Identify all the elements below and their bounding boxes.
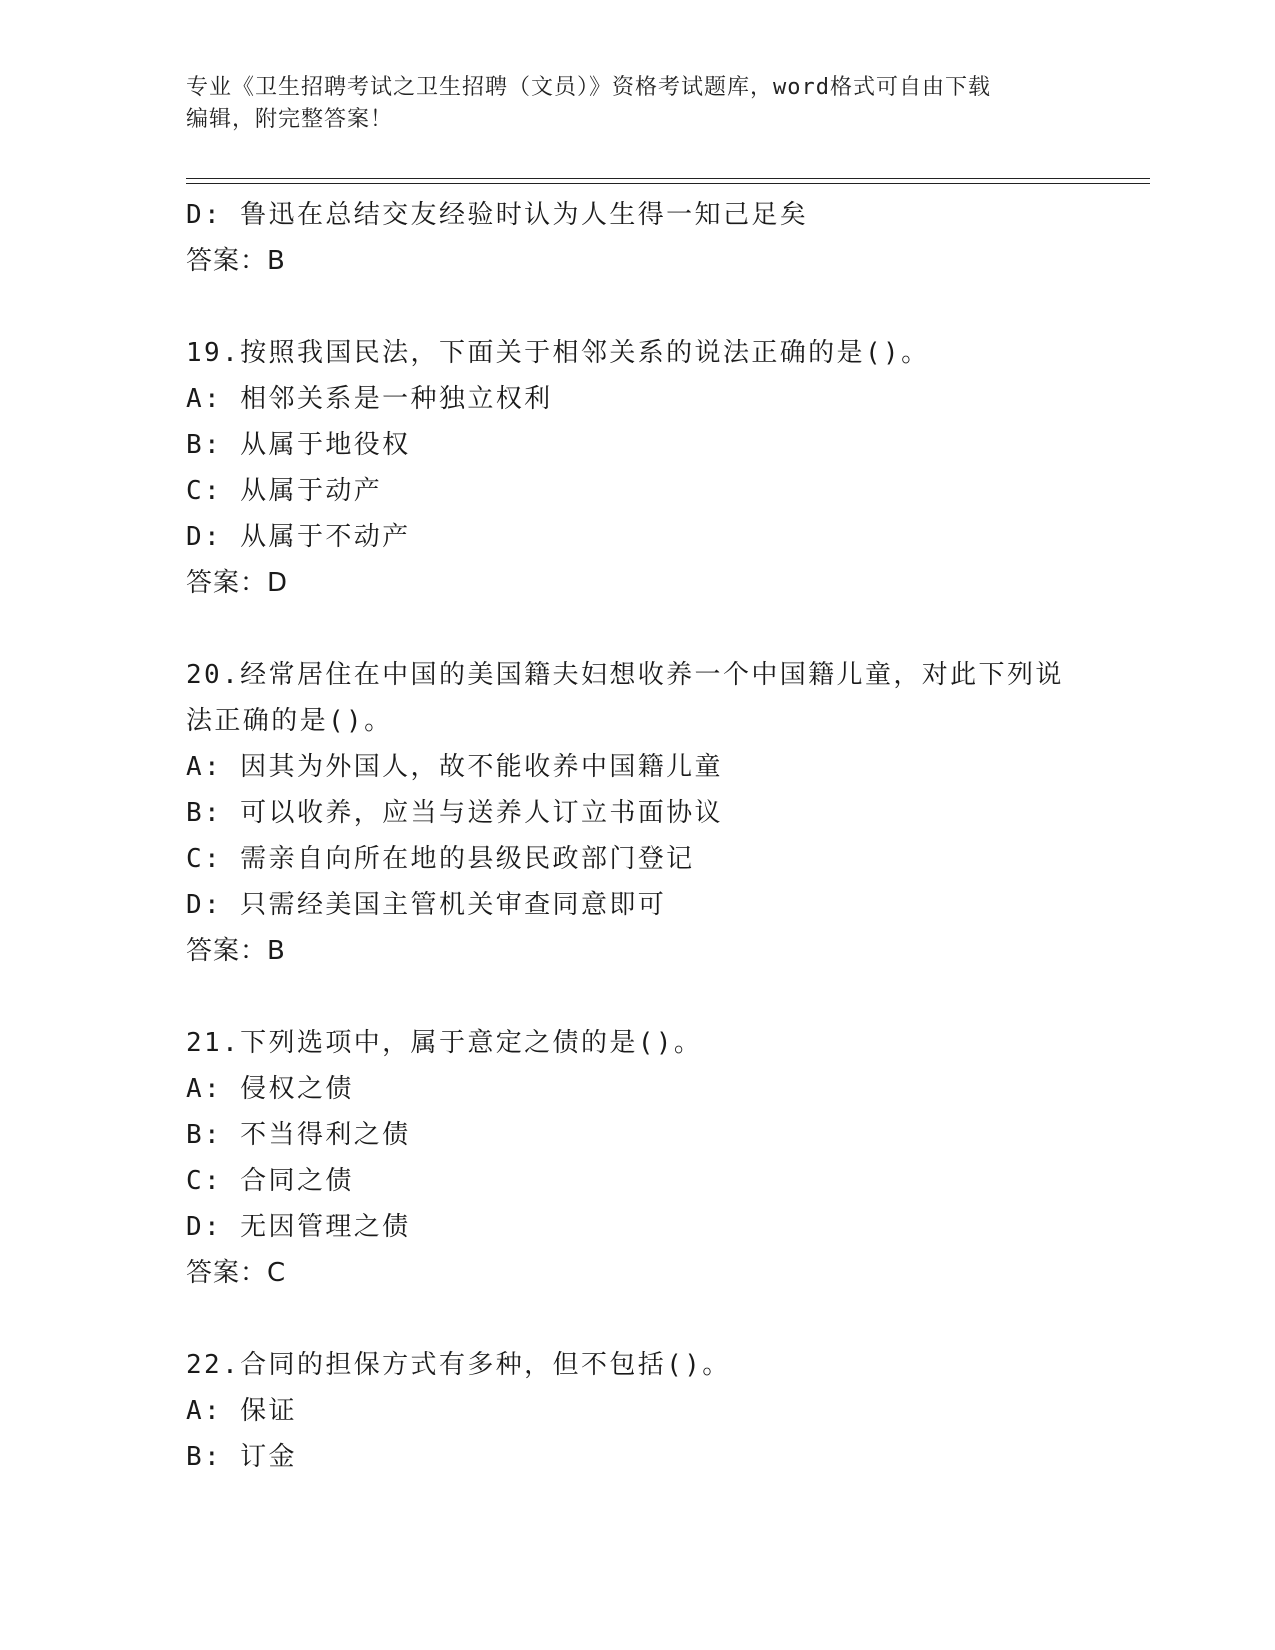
question-22: [186, 1342, 1086, 1480]
spacer: [186, 284, 1086, 330]
question-list: [186, 192, 1086, 1480]
option-b: B: 从属于地役权: [186, 430, 411, 460]
option-d: D: 无因管理之债: [186, 1212, 411, 1242]
spacer: [186, 606, 1086, 652]
option-c: C: 需亲自向所在地的县级民政部门登记: [186, 844, 695, 874]
header-line-2: 编辑，附完整答案！: [186, 107, 394, 132]
header-rule-bottom: [186, 183, 1150, 184]
option-a: A: 因其为外国人，故不能收养中国籍儿童: [186, 752, 723, 782]
question-stem-line-1: 20.经常居住在中国的美国籍夫妇想收养一个中国籍儿童，对此下列说: [186, 660, 1064, 690]
question-stem: 19.按照我国民法，下面关于相邻关系的说法正确的是()。: [186, 338, 930, 368]
header-line-1: 专业《卫生招聘考试之卫生招聘（文员）》资格考试题库，word格式可自由下载: [186, 75, 991, 100]
option-b: B: 订金: [186, 1442, 297, 1472]
option-a: A: 相邻关系是一种独立权利: [186, 384, 553, 414]
answer: 答案：C: [186, 1258, 287, 1288]
question-stem: 21.下列选项中，属于意定之债的是()。: [186, 1028, 703, 1058]
option-d: D: 只需经美国主管机关审查同意即可: [186, 890, 667, 920]
question-20: [186, 652, 1086, 974]
question-stem: 22.合同的担保方式有多种，但不包括()。: [186, 1350, 731, 1380]
option-c: C: 从属于动产: [186, 476, 383, 506]
option-a: A: 侵权之债: [186, 1074, 354, 1104]
option-d: D: 从属于不动产: [186, 522, 411, 552]
document-header: [186, 72, 1066, 136]
spacer: [186, 974, 1086, 1020]
header-rule-top: [186, 178, 1150, 179]
question-21: [186, 1020, 1086, 1296]
answer: 答案：D: [186, 568, 289, 598]
option-b: B: 不当得利之债: [186, 1120, 411, 1150]
question-18: [186, 192, 1086, 284]
option-b: B: 可以收养，应当与送养人订立书面协议: [186, 798, 723, 828]
spacer: [186, 1296, 1086, 1342]
question-stem-line-2: 法正确的是()。: [186, 706, 393, 736]
question-19: [186, 330, 1086, 606]
answer: 答案：B: [186, 936, 286, 966]
option-a: A: 保证: [186, 1396, 297, 1426]
answer: 答案：B: [186, 246, 286, 276]
option-d: D: 鲁迅在总结交友经验时认为人生得一知己足矣: [186, 200, 809, 230]
option-c: C: 合同之债: [186, 1166, 354, 1196]
